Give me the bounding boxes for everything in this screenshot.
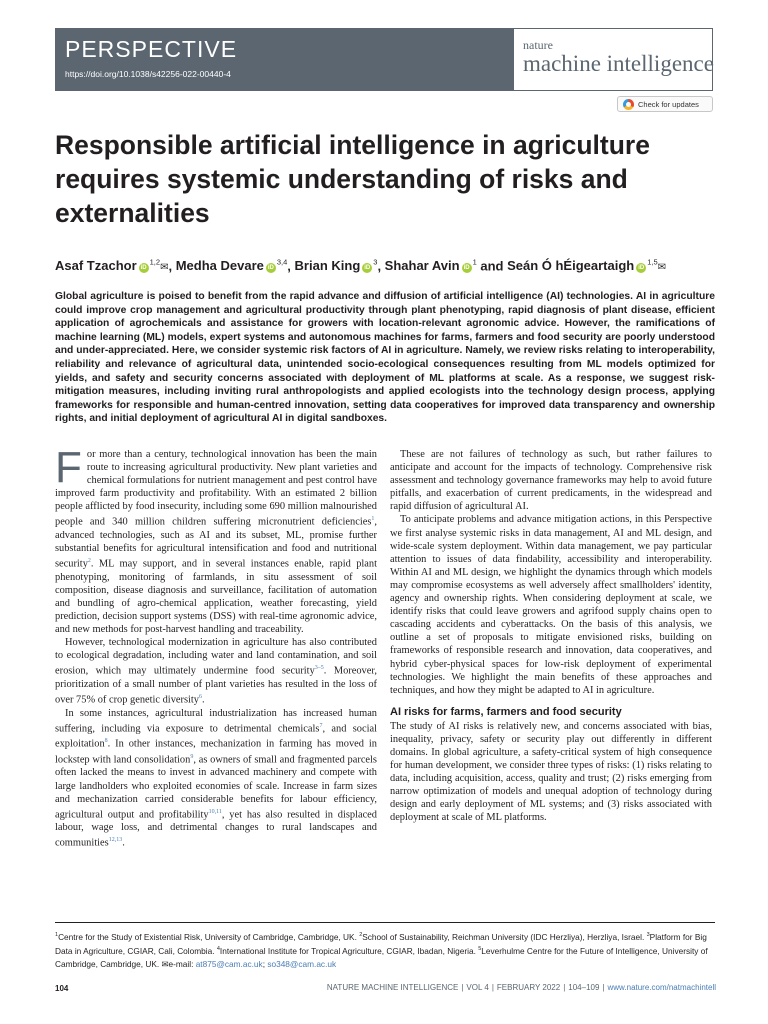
reference-link[interactable]: 6 [198,694,202,701]
text-run: , and social exploitation [55,723,377,750]
footer-volume: VOL 4 [466,983,489,992]
doi-link[interactable]: https://doi.org/10.1038/s42256-022-00440-4 [65,69,231,79]
check-for-updates-label: Check for updates [638,99,699,109]
text-run: , advanced technologies, such as AI and its subset, ML, promise further substantial benefits for agricultural intensification and food and nutritional security [55,516,377,570]
paragraph: The study of AI risks is relatively new, and concerns associated with bias, inequality, privacy, safety or security play out differently in different domains. In global agriculture, a safety-critical system of high consequence for human development, we consider three types of risks: (1) risks relating to data, including acquisition, access, quality and trust; (2) risks emerging from narrow optimization of models and unequal adoption of technology during design and early deployment of ML systems; and (3) risks associated with deployment at scale of ML platforms. [390,720,712,824]
text-run: . Moreover, prioritization of a small number of plant varieties has resulted in the loss of over 75% of crop genetic diversity [55,665,377,706]
footer-journal-name: NATURE MACHINE INTELLIGENCE [326,983,459,992]
text-run: . ML may support, and in several instances enable, rapid plant phenotyping, monitoring of farmlands, in situ assessment of soil composition, disease diagnosis and surveillance, facilitation of automation and bundling of agro-chemical application, weather forecasting, yield prediction, decision support systems (DSS) with real-time agronomic advice, and new methods for post-harvest handling and traceability. [55,558,377,636]
email-link[interactable]: at875@cam.ac.uk [195,958,263,969]
author-list [55,254,735,277]
section-heading: AI risks for farms, farmers and food security [390,705,622,718]
author-name: Shahar Avin [384,258,460,274]
journal-name-small: nature [523,38,553,52]
email-link[interactable]: so348@cam.ac.uk [267,958,337,969]
mail-icon[interactable]: ✉ [657,262,667,274]
reference-link[interactable]: 1 [371,516,375,523]
author-affiliation: 3 [373,258,378,267]
footer-pages: 104–109 [568,983,600,992]
author-affiliation: 1 [472,258,477,267]
footer-separator: | [461,983,464,992]
text-run: . In other instances, mechanization in farming has moved in lockstep with land consolidation [55,738,377,766]
body-column-left [55,443,377,850]
drop-cap: F [55,443,82,492]
mail-icon[interactable]: ✉ [160,262,169,274]
reference-link[interactable]: 12,13 [108,837,123,844]
email-separator: ; [262,958,268,969]
affiliation-number: 2 [359,932,363,938]
text-run: , yet has also resulted in displaced labour, wage loss, and detrimental changes to rural landscapes and communities [55,809,377,849]
mail-icon: ✉ [161,958,169,969]
reference-link[interactable]: 3–5 [314,665,324,672]
author-affiliation: 1,5 [647,258,658,267]
crossmark-icon [623,99,634,110]
orcid-icon[interactable]: iD [140,265,147,272]
reference-link[interactable]: 7 [319,722,323,729]
reference-link[interactable]: 9 [190,753,194,760]
orcid-icon[interactable]: iD [267,265,274,272]
text-run: or more than a century, technological innovation has been the main route to increasing agricultural productivity. New plant varieties and chemical formulations for nutrient management and pest control have improved farm productivity and profitability. With an estimated 2 billion people afflicted by food insecurity, including some 690 million malnourished people and 340 million children suffering micronutrient deficiencies [55,449,377,528]
affiliation-text: Centre for the Study of Existential Risk, University of Cambridge, Cambridge, UK. [58,931,360,942]
text-run: . [201,694,205,706]
orcid-icon[interactable]: iD [638,265,645,272]
abstract: Global agriculture is poised to benefit from the rapid advance and diffusion of artificial intelligence (AI) technologies. AI in agriculture could improve crop management and agricultural productivity through plant phenotyping, rapid diagnosis of plant disease, efficient application of agrochemicals and assistance for growers with location-relevant agronomic advice. However, the ramifications of machine learning (ML) models, expert systems and autonomous machines for farms, farmers and food security are poorly understood and under-appreciated. Here, we consider systemic risk factors of AI in agriculture. Namely, we review risks relating to interoperability, reliability and relevance of agricultural data, unintended socio-ecological consequences resulting from ML models optimized for yields, and safety and security concerns associated with deployment of ML platforms at scale. As a response, we suggest risk-mitigation measures, including inviting rural anthropologists and applied ecologists into the technology design process, applying frameworks for responsible and human-centred innovation, setting data cooperatives for improved data transparency and ownership rights, and initial deployment of agricultural AI in digital sandboxes. [55,291,715,425]
text-run: . [122,837,125,849]
paragraph [55,443,377,636]
affiliation-text: School of Sustainability, Reichman University (IDC Herzliya), Herzliya, Israel. [362,931,647,942]
check-for-updates-button[interactable] [617,96,713,112]
affiliation-text: Platform for Big Data in Agriculture, CGIAR, Cali, Colombia. [55,931,707,957]
text-run: , as owners of small and fragmented parcels often lacked the means to invest in advanced machinery and compete with large landholders who exploited economies of scale. Increase in farm sizes and mechanization carried considerable benefits for labour efficiency, agricultural output and profitability [55,754,377,821]
journal-logo[interactable] [513,28,713,91]
paragraph: These are not failures of technology as such, but rather failures to anticipate and account for the impacts of technology. Comprehensive risk assessment and technology governance frameworks may help to avoid future pitfalls, and exacerbation of current predicaments, in the widespread and rapid diffusion of agricultural AI. [390,449,712,513]
reference-link[interactable]: 8 [104,738,108,745]
affiliation-number: 4 [216,946,220,953]
author-name: Brian King [294,258,361,274]
author-affiliation: 1,2 [149,258,161,267]
author-separator: and [476,258,508,274]
author-separator: , [377,258,385,274]
journal-url-link[interactable]: www.nature.com/natmachintell [607,983,716,992]
page-number: 104 [55,984,69,993]
text-run: In some instances, agricultural industrialization has increased human suffering, including via exposure to detrimental chemicals [55,707,377,735]
journal-name-big: machine intelligence [523,51,714,76]
affiliation-number: 5 [478,946,482,953]
affiliations-footnote [55,929,717,971]
paragraph [55,636,377,706]
author-name: Seán Ó hÉigeartaigh [507,258,635,274]
author-separator: , [168,258,176,274]
affiliation-number: 1 [55,932,59,938]
author-affiliation: 3,4 [276,258,288,267]
orcid-icon[interactable]: iD [463,265,470,272]
paragraph: To anticipate problems and advance mitigation actions, in this Perspective we first analyse systemic risks in data management, AI and ML design, and wide-scale system deployment. Within data management, we pay particular attention to issues of data findability, accessibility and interoperability. Within AI and ML design, we highlight the dynamics through which models may compromise ecosystems as well adversely affect smallholders' identity, agency and ownership rights. When considering deployment at scale, we identify risks that could leave growers and agrifood supply chains open to cascading accidents and cyberattacks. On the basis of this analysis, we outline a set of proposals to mitigate envisioned risks, building on frameworks of responsible research and innovation, data cooperatives, and hybrid cyber-physical spaces for low-risk deployment of experimental technologies. We highlight the main benefits of these approaches and techniques, and how they might be adapted to AI in agriculture. [390,514,712,696]
footer-issue: FEBRUARY 2022 [496,983,561,992]
affiliation-number: 3 [646,932,650,938]
author[interactable] [385,258,477,273]
footer-citation [327,983,716,992]
article-title: Responsible artificial intelligence in agriculture requires systemic understanding of risks and externalities [55,130,650,228]
paragraph [55,707,377,850]
author-separator: , [287,258,295,274]
email-label: e-mail: [168,958,196,969]
article-type: PERSPECTIVE [65,36,238,62]
reference-link[interactable]: 10,11 [208,808,222,815]
body-column-right [390,448,712,825]
author-name: Medha Devare [175,258,264,274]
header-banner [55,28,713,91]
footnote-divider [55,922,715,923]
author[interactable] [507,258,666,273]
affiliation-text: Leverhulme Centre for the Future of Intelligence, University of Cambridge, Cambridge, UK. [55,946,708,969]
footer-separator: | [491,983,494,992]
author[interactable] [176,258,288,273]
footer-separator: | [602,983,605,992]
affiliation-text: International Institute for Tropical Agriculture, CGIAR, Ibadan, Nigeria. [219,946,479,957]
orcid-icon[interactable]: iD [364,265,371,272]
reference-link[interactable]: 2 [87,558,91,565]
author-name: Asaf Tzachor [55,258,137,274]
author[interactable] [295,258,378,273]
footer-separator: | [563,983,566,992]
author[interactable] [55,258,168,273]
text-run: However, technological modernization in agriculture has also contributed to ecological degradation, including water and land contamination, and soil erosion, which may ultimately undermine food security [55,637,377,677]
